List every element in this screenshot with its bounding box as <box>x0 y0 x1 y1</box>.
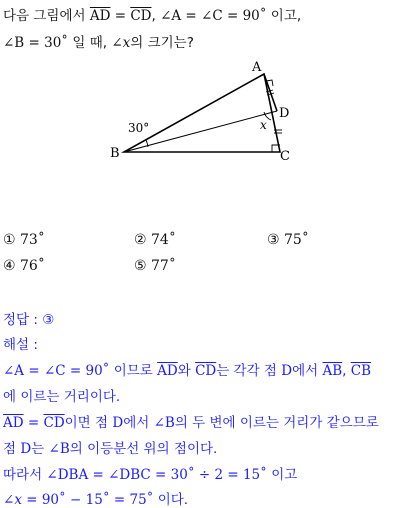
angle-computation: ∠DBA = ∠DBC = 30˚ ÷ 2 = 15˚ <box>46 467 267 483</box>
comma: , <box>151 8 156 24</box>
choice-1[interactable] <box>3 232 45 248</box>
equals-sign: = <box>27 415 40 431</box>
explanation-text: 와 <box>177 363 191 379</box>
choice-number: ⑤ <box>134 258 147 274</box>
explanation-text: 이다. <box>157 492 189 508</box>
segment-ab: $\overline{AB}$ <box>322 363 343 379</box>
explanation-line-3 <box>3 411 379 431</box>
angle-b: ∠B <box>48 441 70 457</box>
angle-b-condition: ∠B = 30˚ <box>3 35 69 51</box>
explanation-text: 이므로 <box>113 363 153 379</box>
label-angle-30: 30° <box>128 121 150 135</box>
question-text: 일 때, <box>72 35 108 51</box>
choice-number: ③ <box>267 232 280 248</box>
explanation-line-6 <box>3 488 188 508</box>
choice-value: 76˚ <box>20 258 45 274</box>
segment-ad: $\overline{AD}$ <box>3 415 24 431</box>
segment-cb: $\overline{CB}$ <box>350 363 371 379</box>
segment-ad: $\overline{AD}$ <box>157 363 178 379</box>
comma: , <box>342 363 347 379</box>
quadrilateral-abcd <box>124 74 280 152</box>
explanation-text: 따라서 <box>3 467 43 483</box>
x-variable: x <box>14 492 22 508</box>
segment-cd: $\overline{CD}$ <box>195 363 217 379</box>
label-x: x <box>260 118 267 132</box>
point-d: D <box>112 415 124 431</box>
choice-value: 75˚ <box>284 232 309 248</box>
equals-sign: = <box>114 8 127 24</box>
explanation-text: 에서 <box>123 415 150 431</box>
explanation-text: 이고 <box>271 467 298 483</box>
final-computation: = 90˚ − 15˚ = 75˚ <box>26 492 154 508</box>
choice-3[interactable] <box>267 232 309 248</box>
x-variable: x <box>122 35 131 51</box>
question-text: 의 크기는? <box>130 35 194 51</box>
explanation-line-4 <box>3 437 217 457</box>
explanation-text: 에서 <box>292 363 319 379</box>
explanation-text: 는 <box>31 441 45 457</box>
explanation-text: 의 두 변에 이르는 거리가 같으므로 <box>174 415 379 431</box>
angle-symbol: ∠ <box>3 492 15 508</box>
label-a: A <box>252 60 262 75</box>
question-text: 다음 그림에서 <box>3 8 86 24</box>
choice-4[interactable] <box>3 258 45 274</box>
explanation-text: 이면 점 <box>64 415 109 431</box>
angle-symbol: ∠ <box>111 35 123 51</box>
segment-cd: $\overline{CD}$ <box>43 415 65 431</box>
explanation-line-2: 에 이르는 거리이다. <box>3 389 121 405</box>
segment-cd: $\overline{CD}$ <box>130 8 152 24</box>
question-text: 이고, <box>270 8 302 24</box>
choice-number: ④ <box>3 258 16 274</box>
angle-b: ∠B <box>153 415 175 431</box>
explanation-line-1 <box>3 359 371 379</box>
angle-condition: ∠A = ∠C = 90˚ <box>160 8 267 24</box>
choice-number: ① <box>3 232 16 248</box>
label-b: B <box>110 146 120 161</box>
point-d: D <box>20 441 32 457</box>
choice-value: 74˚ <box>151 232 176 248</box>
explanation-text: 는 각각 점 <box>216 363 277 379</box>
label-d: D <box>279 106 290 121</box>
choice-5[interactable] <box>134 258 176 274</box>
choice-value: 73˚ <box>20 232 45 248</box>
angle-condition: ∠A = ∠C = 90˚ <box>3 363 110 379</box>
label-c: C <box>280 149 290 164</box>
choice-number: ② <box>134 232 147 248</box>
explanation-line-5 <box>3 463 297 483</box>
point-d: D <box>281 363 293 379</box>
choice-value: 77˚ <box>151 258 176 274</box>
answer-label: 정답 : ③ <box>3 312 55 328</box>
explanation-text: 의 이등분선 위의 점이다. <box>69 441 218 457</box>
segment-ad: $\overline{AD}$ <box>89 8 111 24</box>
explanation-title: 해설 : <box>3 337 38 353</box>
explanation-text: 점 <box>3 441 17 457</box>
choice-2[interactable] <box>134 232 176 248</box>
